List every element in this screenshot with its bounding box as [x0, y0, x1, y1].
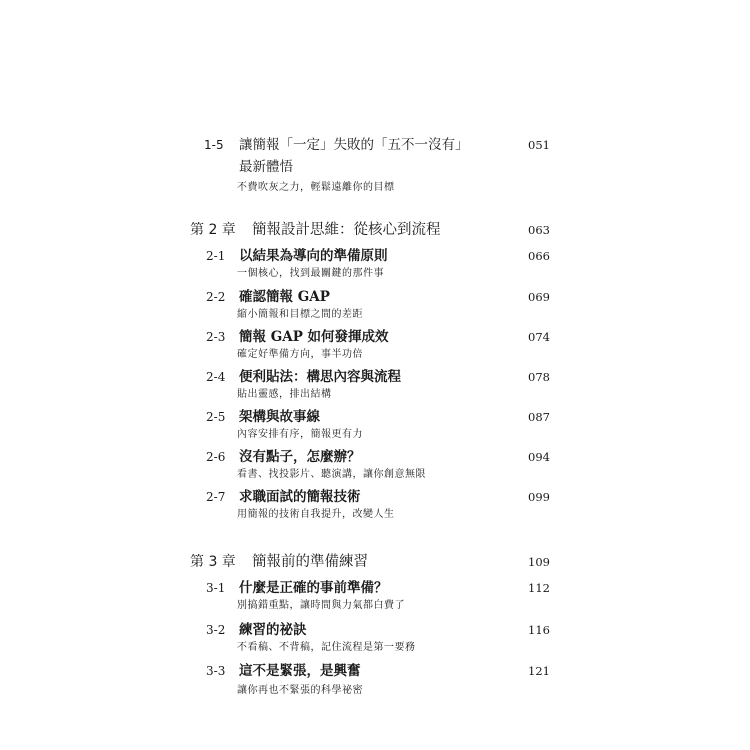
- entry-number: 1-5: [204, 138, 224, 152]
- entry-title: 便利貼法：構思內容與流程: [239, 369, 401, 385]
- entry-subtitle: 內容安排有序，簡報更有力: [237, 429, 363, 440]
- entry-page: 087: [528, 410, 550, 424]
- entry-subtitle: 不看稿、不背稿，記住流程是第一要務: [237, 642, 416, 653]
- entry-number: 3-1: [206, 581, 226, 595]
- toc-entry: [0, 578, 750, 598]
- entry-title: 架構與故事線: [239, 409, 320, 425]
- toc-entry: [0, 407, 750, 427]
- entry-page: 069: [528, 290, 550, 304]
- entry-title: 簡報 GAP 如何發揮成效: [239, 329, 389, 345]
- entry-title: 求職面試的簡報技術: [239, 489, 361, 505]
- chapter-heading: [0, 551, 750, 573]
- toc-entry: [0, 620, 750, 640]
- chapter-label: 第 2 章: [190, 222, 236, 238]
- entry-title: 確認簡報 GAP: [239, 289, 330, 305]
- entry-title-line2: 最新體悟: [239, 159, 293, 175]
- entry-page: 066: [528, 249, 550, 263]
- toc-entry: [0, 661, 750, 681]
- entry-page: 074: [528, 330, 550, 344]
- entry-subtitle: 確定好準備方向，事半功倍: [237, 349, 363, 360]
- entry-page: 112: [528, 581, 550, 595]
- entry-subtitle: 看書、找投影片、聽演講，讓你創意無限: [237, 469, 426, 480]
- chapter-page: 109: [528, 555, 550, 569]
- entry-subtitle: 縮小簡報和目標之間的差距: [237, 309, 363, 320]
- chapter-label: 第 3 章: [190, 554, 236, 570]
- entry-subtitle: 讓你再也不緊張的科學祕密: [237, 685, 363, 696]
- entry-page: 099: [528, 490, 550, 504]
- entry-number: 3-3: [206, 664, 226, 678]
- toc-entry-continuation: [0, 157, 750, 177]
- chapter-title: 簡報前的準備練習: [252, 554, 368, 570]
- entry-number: 2-3: [206, 330, 226, 344]
- toc-entry: [0, 287, 750, 307]
- entry-page: 094: [528, 450, 550, 464]
- entry-number: 2-5: [206, 410, 226, 424]
- entry-number: 2-2: [206, 290, 226, 304]
- entry-subtitle: 用簡報的技術自我提升，改變人生: [237, 509, 395, 520]
- entry-number: 2-7: [206, 490, 226, 504]
- entry-title: 以結果為導向的準備原則: [239, 248, 388, 264]
- entry-title: 什麼是正確的事前準備？: [239, 580, 388, 596]
- entry-number: 2-6: [206, 450, 226, 464]
- toc-entry: [0, 327, 750, 347]
- entry-page: 116: [528, 623, 550, 637]
- entry-subtitle: 一個核心，找到最關鍵的那件事: [237, 268, 384, 279]
- toc-entry: [0, 246, 750, 266]
- entry-subtitle: 貼出靈感，排出結構: [237, 389, 332, 400]
- entry-number: 2-1: [206, 249, 226, 263]
- toc-entry: [0, 135, 750, 155]
- entry-subtitle: 別搞錯重點，讓時間與力氣都白費了: [237, 600, 405, 611]
- entry-number: 3-2: [206, 623, 226, 637]
- entry-page: 121: [528, 664, 550, 678]
- toc-entry: [0, 367, 750, 387]
- chapter-title: 簡報設計思維：從核心到流程: [252, 222, 441, 238]
- entry-title: 練習的祕訣: [239, 622, 307, 638]
- entry-title: 沒有點子，怎麼辦？: [239, 449, 361, 465]
- entry-title: 這不是緊張，是興奮: [239, 663, 361, 679]
- entry-page: 051: [528, 138, 550, 152]
- toc-entry: [0, 447, 750, 467]
- chapter-heading: [0, 219, 750, 241]
- entry-subtitle: 不費吹灰之力，輕鬆遠離你的目標: [237, 182, 395, 193]
- chapter-page: 063: [528, 223, 550, 237]
- entry-page: 078: [528, 370, 550, 384]
- entry-number: 2-4: [206, 370, 226, 384]
- entry-title: 讓簡報「一定」失敗的「五不一沒有」: [239, 137, 469, 153]
- toc-entry: [0, 487, 750, 507]
